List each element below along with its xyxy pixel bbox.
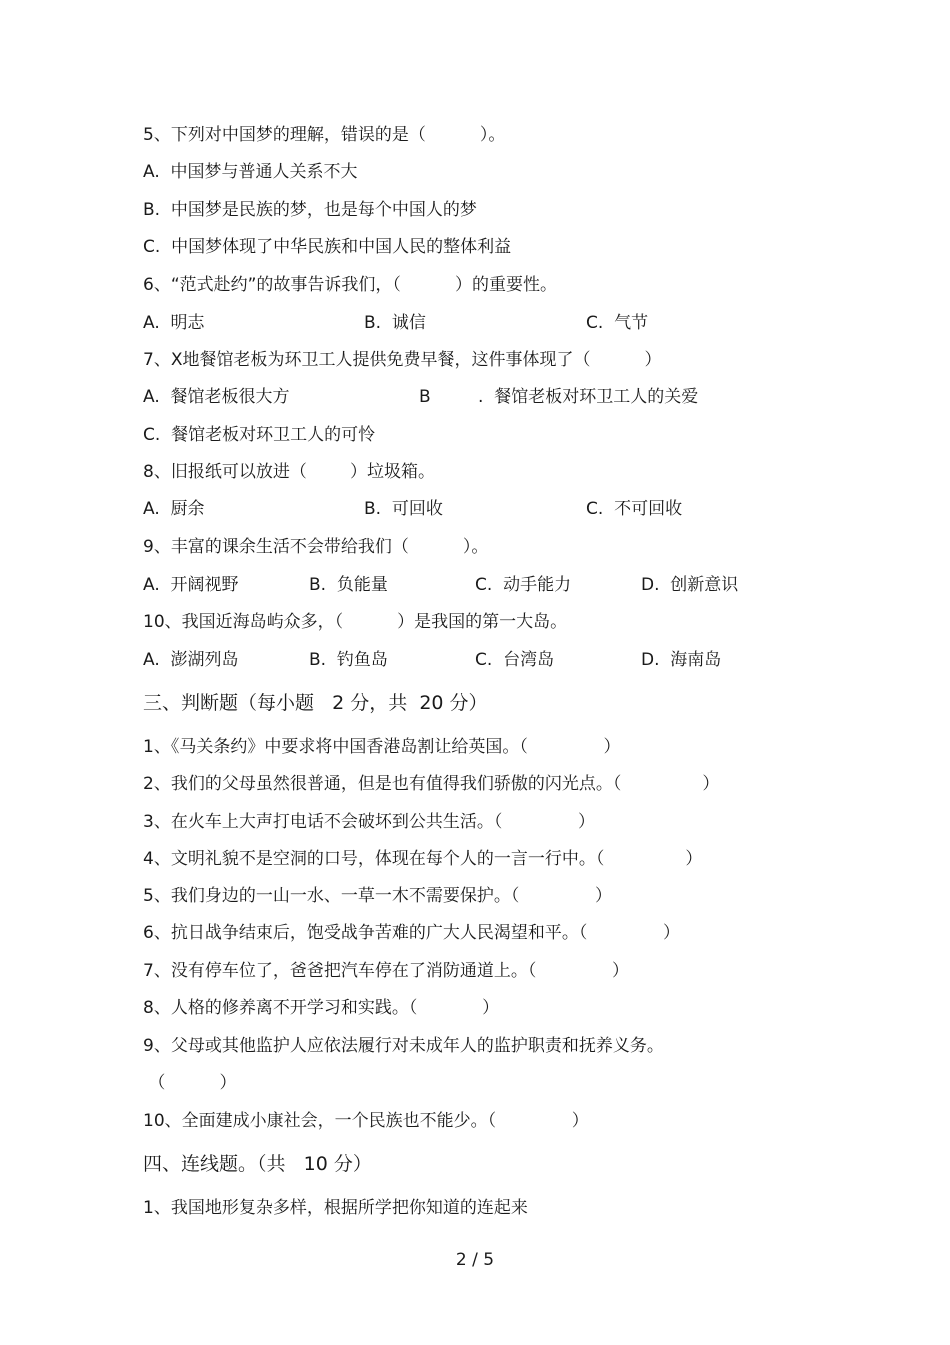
q7-option-b-text: . 餐馆老板对环卫工人的关爱 xyxy=(478,387,699,407)
section3-item-1: 1、《马关条约》中要求将中国香港岛割让给英国。（ ） xyxy=(143,737,621,757)
q8-stem: 8、旧报纸可以放进（ ）垃圾箱。 xyxy=(143,462,436,482)
q10-option-b: B. 钓鱼岛 xyxy=(309,650,388,670)
q6-stem: 6、“范式赴约”的故事告诉我们，（ ）的重要性。 xyxy=(143,275,557,295)
section3-item-9: 9、父母或其他监护人应依法履行对未成年人的监护职责和抚养义务。 xyxy=(143,1036,664,1056)
q7-stem: 7、X地餐馆老板为环卫工人提供免费早餐，这件事体现了（ ） xyxy=(143,350,662,370)
section3-item-3: 3、在火车上大声打电话不会破坏到公共生活。（ ） xyxy=(143,812,595,832)
q7-option-a: A. 餐馆老板很大方 xyxy=(143,387,290,407)
q10-option-d: D. 海南岛 xyxy=(641,650,722,670)
q9-option-c: C. 动手能力 xyxy=(475,575,572,595)
section3-item-2: 2、我们的父母虽然很普通，但是也有值得我们骄傲的闪光点。（ ） xyxy=(143,774,720,794)
section3-item-8: 8、人格的修养离不开学习和实践。（ ） xyxy=(143,998,500,1018)
q5-stem: 5、下列对中国梦的理解，错误的是（ ）。 xyxy=(143,125,506,145)
q6-option-c: C. 气节 xyxy=(586,313,649,333)
section3-item-10: 10、全面建成小康社会，一个民族也不能少。（ ） xyxy=(143,1111,589,1131)
section3-item-9-blank: （ ） xyxy=(143,1073,237,1093)
q9-option-b: B. 负能量 xyxy=(309,575,388,595)
q9-stem: 9、丰富的课余生活不会带给我们（ ）。 xyxy=(143,537,489,557)
q5-option-b: B. 中国梦是民族的梦，也是每个中国人的梦 xyxy=(143,200,477,220)
section4-item-1: 1、我国地形复杂多样，根据所学把你知道的连起来 xyxy=(143,1198,528,1218)
q8-option-a: A. 厨余 xyxy=(143,499,205,519)
section3-item-6: 6、抗日战争结束后，饱受战争苦难的广大人民渴望和平。（ ） xyxy=(143,923,680,943)
q7-option-b-letter: B xyxy=(419,387,431,407)
q10-stem: 10、我国近海岛屿众多，（ ）是我国的第一大岛。 xyxy=(143,612,568,632)
q10-option-a: A. 澎湖列岛 xyxy=(143,650,239,670)
q8-option-b: B. 可回收 xyxy=(364,499,443,519)
q6-option-b: B. 诚信 xyxy=(364,313,426,333)
q10-option-c: C. 台湾岛 xyxy=(475,650,555,670)
section3-item-4: 4、文明礼貌不是空洞的口号，体现在每个人的一言一行中。（ ） xyxy=(143,849,703,869)
page-number: 2 / 5 xyxy=(455,1250,495,1270)
section3-item-5: 5、我们身边的一山一水、一草一木不需要保护。（ ） xyxy=(143,886,612,906)
q8-option-c: C. 不可回收 xyxy=(586,499,683,519)
q5-option-c: C. 中国梦体现了中华民族和中国人民的整体利益 xyxy=(143,237,512,257)
section4-title: 四、连线题。（共 10 分） xyxy=(143,1153,372,1175)
q6-option-a: A. 明志 xyxy=(143,313,205,333)
q5-option-a: A. 中国梦与普通人关系不大 xyxy=(143,162,358,182)
q7-option-c: C. 餐馆老板对环卫工人的可怜 xyxy=(143,425,376,445)
section3-item-7: 7、没有停车位了，爸爸把汽车停在了消防通道上。（ ） xyxy=(143,961,629,981)
q9-option-a: A. 开阔视野 xyxy=(143,575,239,595)
section3-title: 三、判断题（每小题 2 分，共 20 分） xyxy=(143,692,488,714)
q9-option-d: D. 创新意识 xyxy=(641,575,739,595)
